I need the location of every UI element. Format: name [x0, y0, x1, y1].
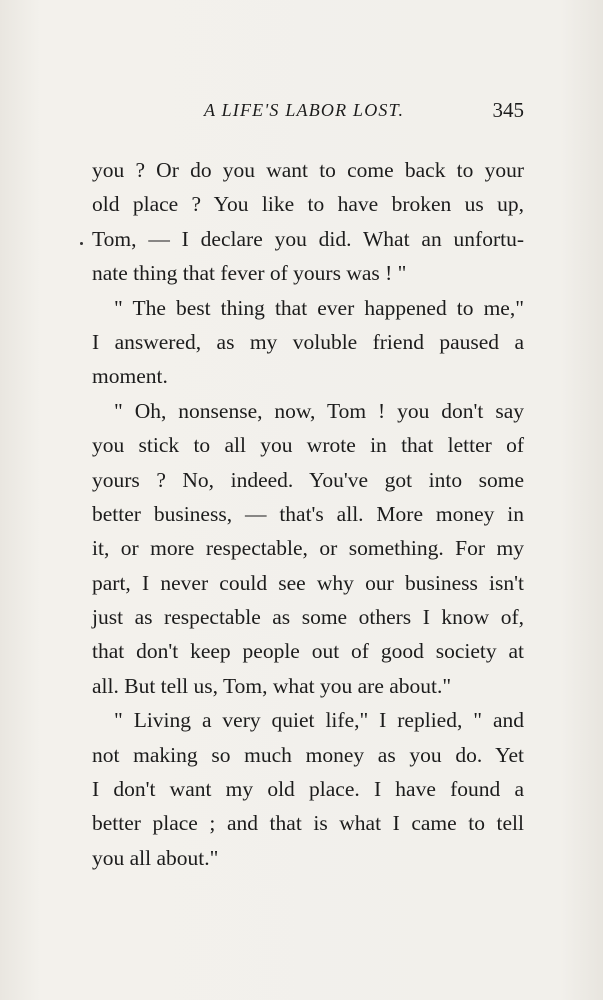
text-line-11: better business, — that's all. More money in	[92, 501, 524, 526]
text-line-2: old place ? You like to have broken us up,	[92, 192, 524, 217]
page-body	[92, 153, 524, 875]
running-title: A LIFE'S LABOR LOST.	[204, 100, 405, 120]
page-header	[92, 98, 524, 128]
text-line-17: " Living a very quiet life," I replied, " and	[114, 708, 524, 733]
print-speck	[80, 242, 83, 245]
text-line-9: you stick to all you wrote in that letter of	[92, 433, 524, 458]
text-line-16: all. But tell us, Tom, what you are about."	[92, 673, 452, 698]
text-line-8: " Oh, nonsense, now, Tom ! you don't say	[114, 398, 524, 423]
text-line-10: yours ? No, indeed. You've got into some	[92, 467, 524, 492]
text-line-5: " The best thing that ever happened to me,"	[114, 295, 524, 320]
text-line-13: part, I never could see why our business isn't	[92, 570, 524, 595]
text-line-3: Tom, — I declare you did. What an unfortu-	[92, 226, 524, 251]
text-line-19: I don't want my old place. I have found a	[92, 777, 524, 802]
text-line-1: you ? Or do you want to come back to your	[92, 158, 524, 182]
text-line-20: better place ; and that is what I came to tell	[92, 811, 524, 836]
text-line-15: that don't keep people out of good society at	[92, 639, 524, 664]
text-line-12: it, or more respectable, or something. For my	[92, 536, 524, 561]
page-number: 345	[492, 98, 524, 122]
text-line-18: not making so much money as you do. Yet	[92, 742, 524, 767]
text-line-14: just as respectable as some others I know of,	[92, 605, 524, 630]
text-line-21: you all about."	[92, 845, 219, 870]
text-line-7: moment.	[92, 364, 168, 389]
text-line-4: nate thing that fever of yours was ! "	[92, 261, 407, 286]
text-line-6: I answered, as my voluble friend paused a	[92, 329, 524, 354]
